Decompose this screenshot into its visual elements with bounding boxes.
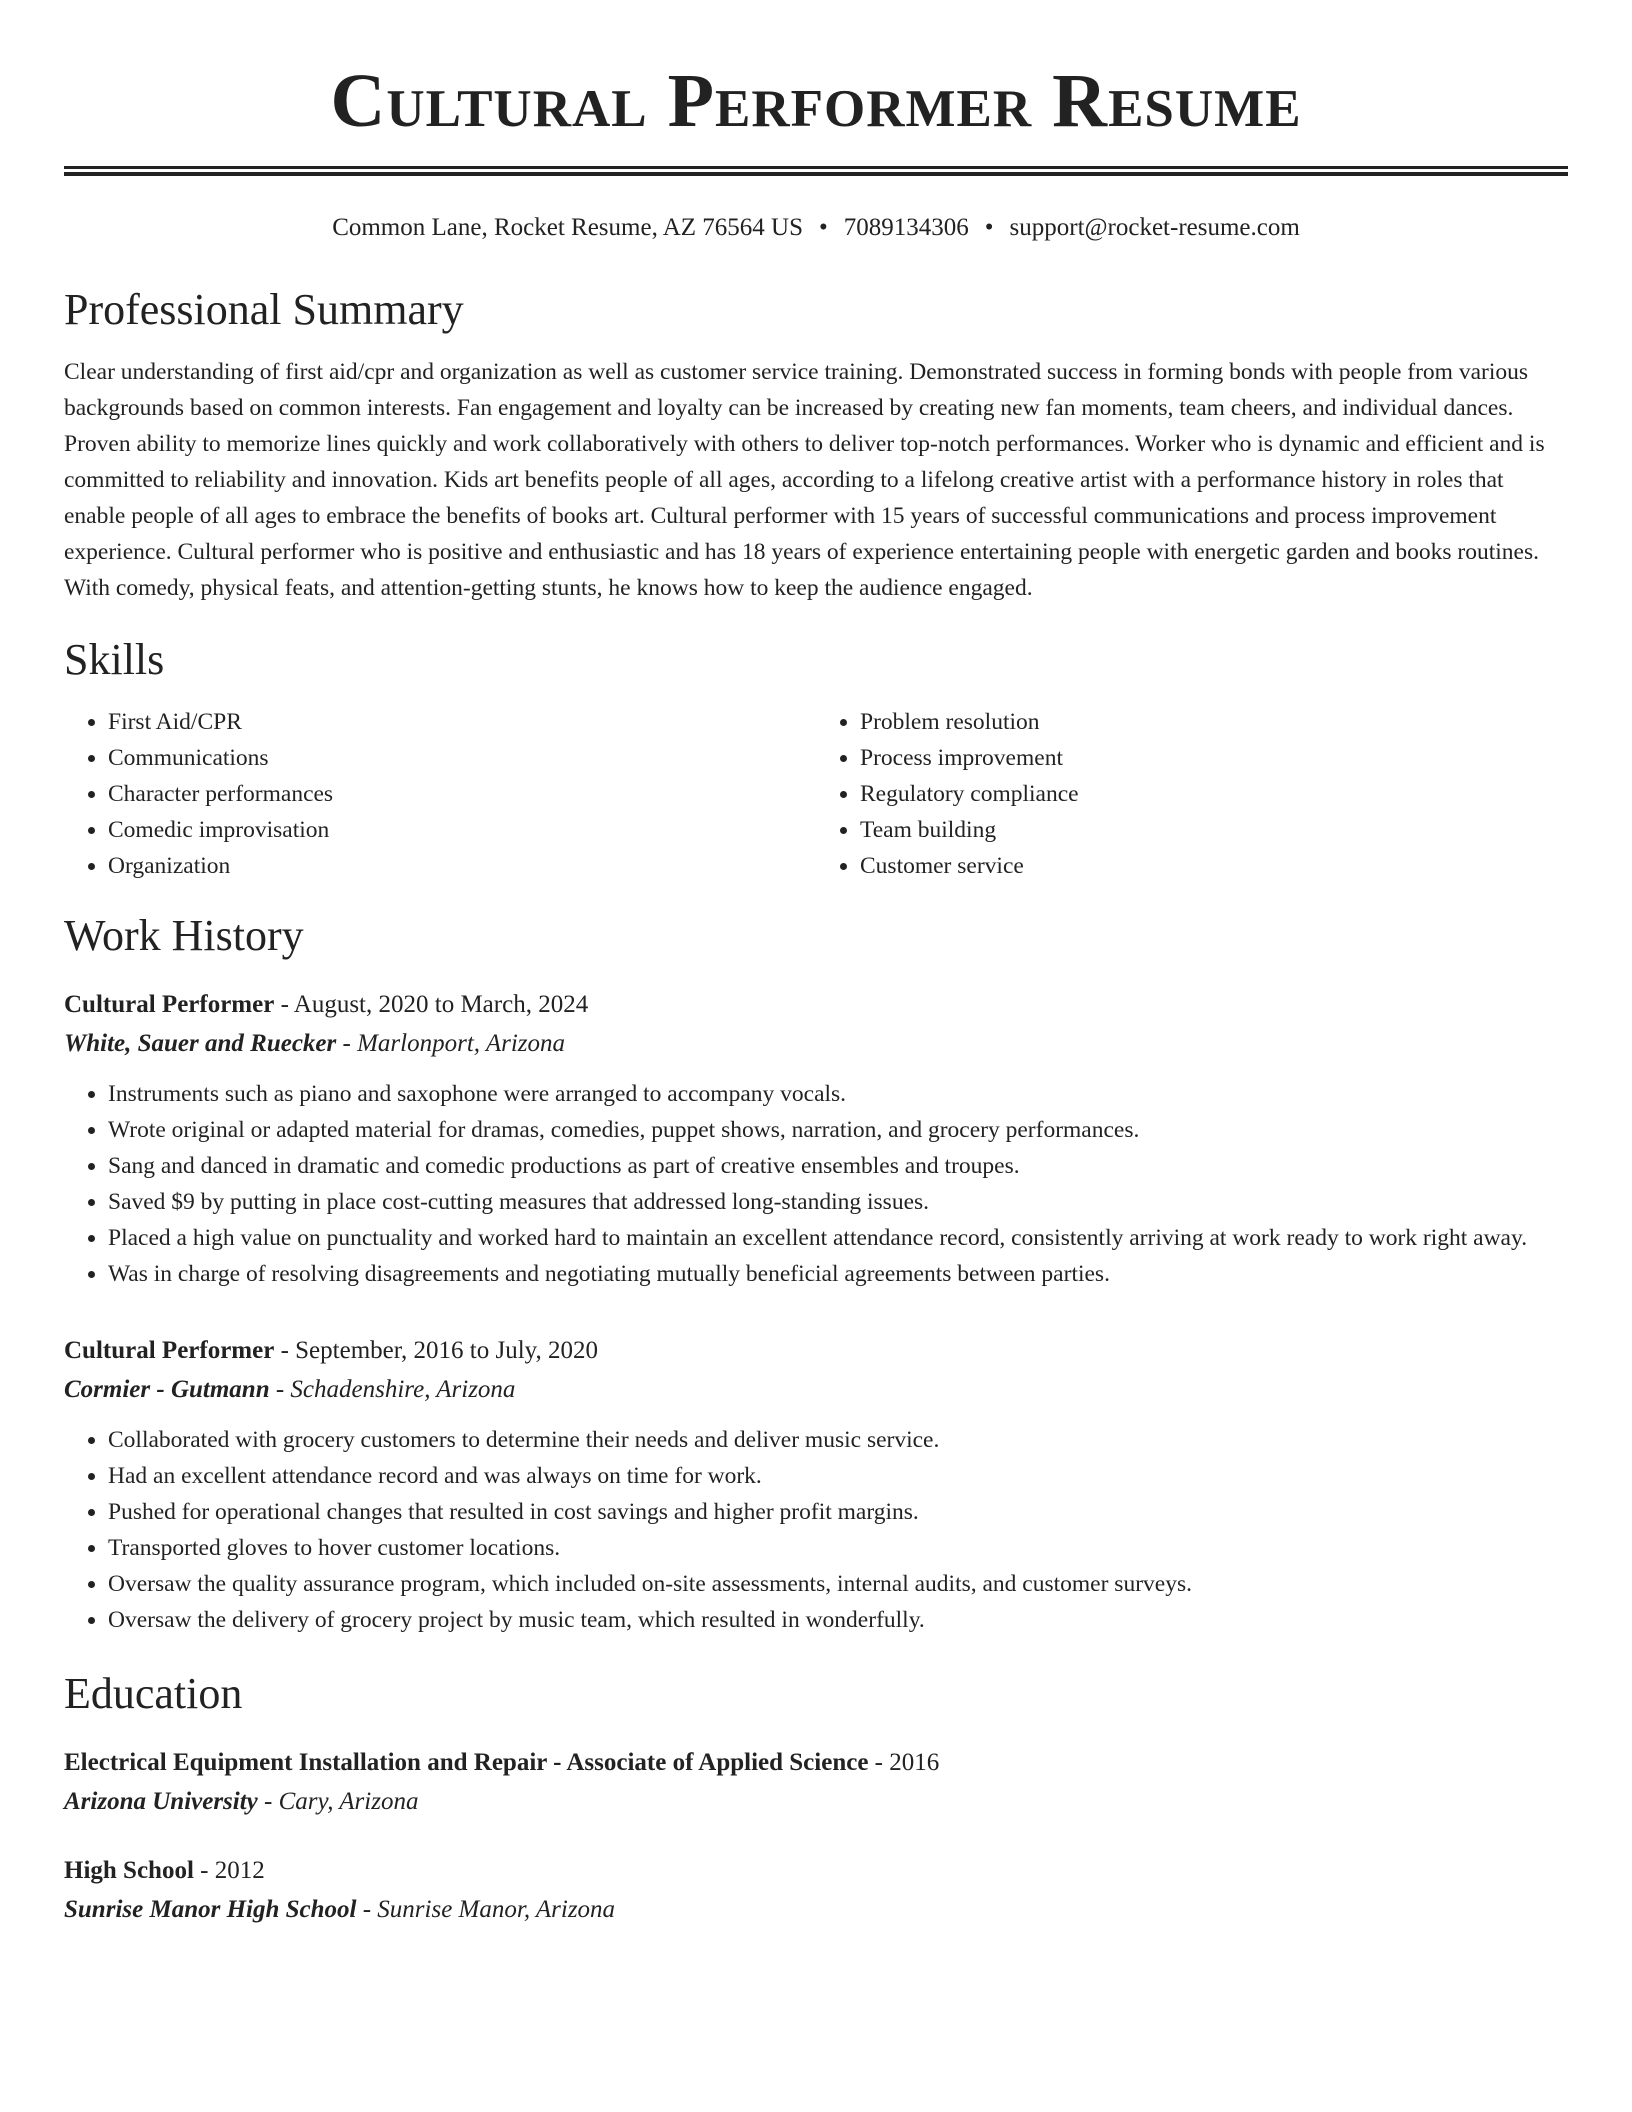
skill-item: • Problem resolution xyxy=(860,704,1568,740)
summary-text: Clear understanding of first aid/cpr and organization as well as customer service training. Demonstrated success in forming bonds with people from various backgrounds based on common interests. Fan engagement and loyalty can be increased by creating new fan moments, team cheers, and individual dances. Proven ability to memorize lines quickly and work collaboratively with others to deliver top-notch performances. Worker who is dynamic and efficient and is committed to reliability and innovation. Kids art benefits people of all ages, according to a lifelong creative artist with a performance history in roles that enable people of all ages to embrace the benefits of books art. Cultural performer with 15 years of successful communications and process improvement experience. Cultural performer who is positive and enthusiastic and has 18 years of experience entertaining people with energetic garden and books routines. With comedy, physical feats, and attention-getting stunts, he knows how to keep the audience engaged. xyxy=(64,359,1545,601)
job-duties xyxy=(64,1076,1568,1292)
job-duty: • Instruments such as piano and saxophone were arranged to accompany vocals. xyxy=(108,1076,1568,1112)
skills-column-right xyxy=(816,704,1568,884)
job-duties xyxy=(64,1422,1568,1638)
job-duty: • Saved $9 by putting in place cost-cutting measures that addressed long-standing issues. xyxy=(108,1184,1568,1220)
education-entry xyxy=(64,1852,1568,1930)
education-header xyxy=(64,1744,1568,1782)
contact-line xyxy=(64,212,1568,244)
job-header xyxy=(64,1332,1568,1370)
job-duty: • Had an excellent attendance record and was always on time for work. xyxy=(108,1458,1568,1494)
job-company: White, Sauer and Ruecker xyxy=(64,1030,337,1057)
job-location: - Schadenshire, Arizona xyxy=(269,1376,516,1403)
job-dates: - August, 2020 to March, 2024 xyxy=(274,991,589,1018)
contact-email: support@rocket-resume.com xyxy=(1009,214,1300,241)
education-school: Arizona University xyxy=(64,1788,258,1815)
skills-heading: Skills xyxy=(64,635,165,684)
job-duty: • Collaborated with grocery customers to determine their needs and deliver music service. xyxy=(108,1422,1568,1458)
skill-item: • First Aid/CPR xyxy=(108,704,816,740)
skill-item: • Customer service xyxy=(860,848,1568,884)
job-entry xyxy=(64,986,1568,1292)
job-duty: • Wrote original or adapted material for dramas, comedies, puppet shows, narration, and grocery performances. xyxy=(108,1112,1568,1148)
contact-separator: • xyxy=(984,214,994,241)
job-duty: • Sang and danced in dramatic and comedic productions as part of creative ensembles and troupes. xyxy=(108,1148,1568,1184)
work-history-heading: Work History xyxy=(64,911,304,960)
job-duty: • Oversaw the quality assurance program, which included on-site assessments, internal audits, and customer surveys. xyxy=(108,1566,1568,1602)
resume-title: Cultural Performer Resume xyxy=(330,59,1302,143)
skill-item: • Process improvement xyxy=(860,740,1568,776)
title-divider xyxy=(64,166,1568,176)
job-employer xyxy=(64,1024,1568,1064)
summary-heading: Professional Summary xyxy=(64,285,464,334)
education-location: - Cary, Arizona xyxy=(257,1788,419,1815)
skill-item: • Organization xyxy=(108,848,816,884)
job-employer xyxy=(64,1370,1568,1410)
job-role: Cultural Performer xyxy=(64,991,275,1018)
job-role: Cultural Performer xyxy=(64,1337,275,1364)
education-entry xyxy=(64,1744,1568,1822)
skill-item: • Team building xyxy=(860,812,1568,848)
skills-column-left xyxy=(64,704,816,884)
education-institution xyxy=(64,1782,1568,1822)
skill-item: • Comedic improvisation xyxy=(108,812,816,848)
job-duty: • Placed a high value on punctuality and worked hard to maintain an excellent attendance record, consistently arriving at work ready to work right away. xyxy=(108,1220,1568,1256)
job-company: Cormier - Gutmann xyxy=(64,1376,270,1403)
job-duty: • Pushed for operational changes that resulted in cost savings and higher profit margins. xyxy=(108,1494,1568,1530)
education-year: - 2012 xyxy=(193,1857,265,1884)
education-year: - 2016 xyxy=(868,1749,940,1776)
skills-list xyxy=(64,704,1568,884)
job-dates: - September, 2016 to July, 2020 xyxy=(274,1337,599,1364)
education-location: - Sunrise Manor, Arizona xyxy=(356,1896,616,1923)
job-header xyxy=(64,986,1568,1024)
job-entry xyxy=(64,1332,1568,1638)
job-duty: • Transported gloves to hover customer locations. xyxy=(108,1530,1568,1566)
skill-item: • Communications xyxy=(108,740,816,776)
skill-item: • Character performances xyxy=(108,776,816,812)
contact-phone: 7089134306 xyxy=(843,214,969,241)
job-duty: • Was in charge of resolving disagreements and negotiating mutually beneficial agreements between parties. xyxy=(108,1256,1568,1292)
contact-separator: • xyxy=(818,214,828,241)
education-heading: Education xyxy=(64,1669,243,1718)
education-header xyxy=(64,1852,1568,1890)
education-degree: High School xyxy=(64,1857,194,1884)
job-duty: • Oversaw the delivery of grocery project by music team, which resulted in wonderfully. xyxy=(108,1602,1568,1638)
education-school: Sunrise Manor High School xyxy=(64,1896,357,1923)
contact-address: Common Lane, Rocket Resume, AZ 76564 US xyxy=(332,214,803,241)
job-location: - Marlonport, Arizona xyxy=(336,1030,565,1057)
education-degree: Electrical Equipment Installation and Repair - Associate of Applied Science xyxy=(64,1749,869,1776)
skill-item: • Regulatory compliance xyxy=(860,776,1568,812)
education-institution xyxy=(64,1890,1568,1930)
